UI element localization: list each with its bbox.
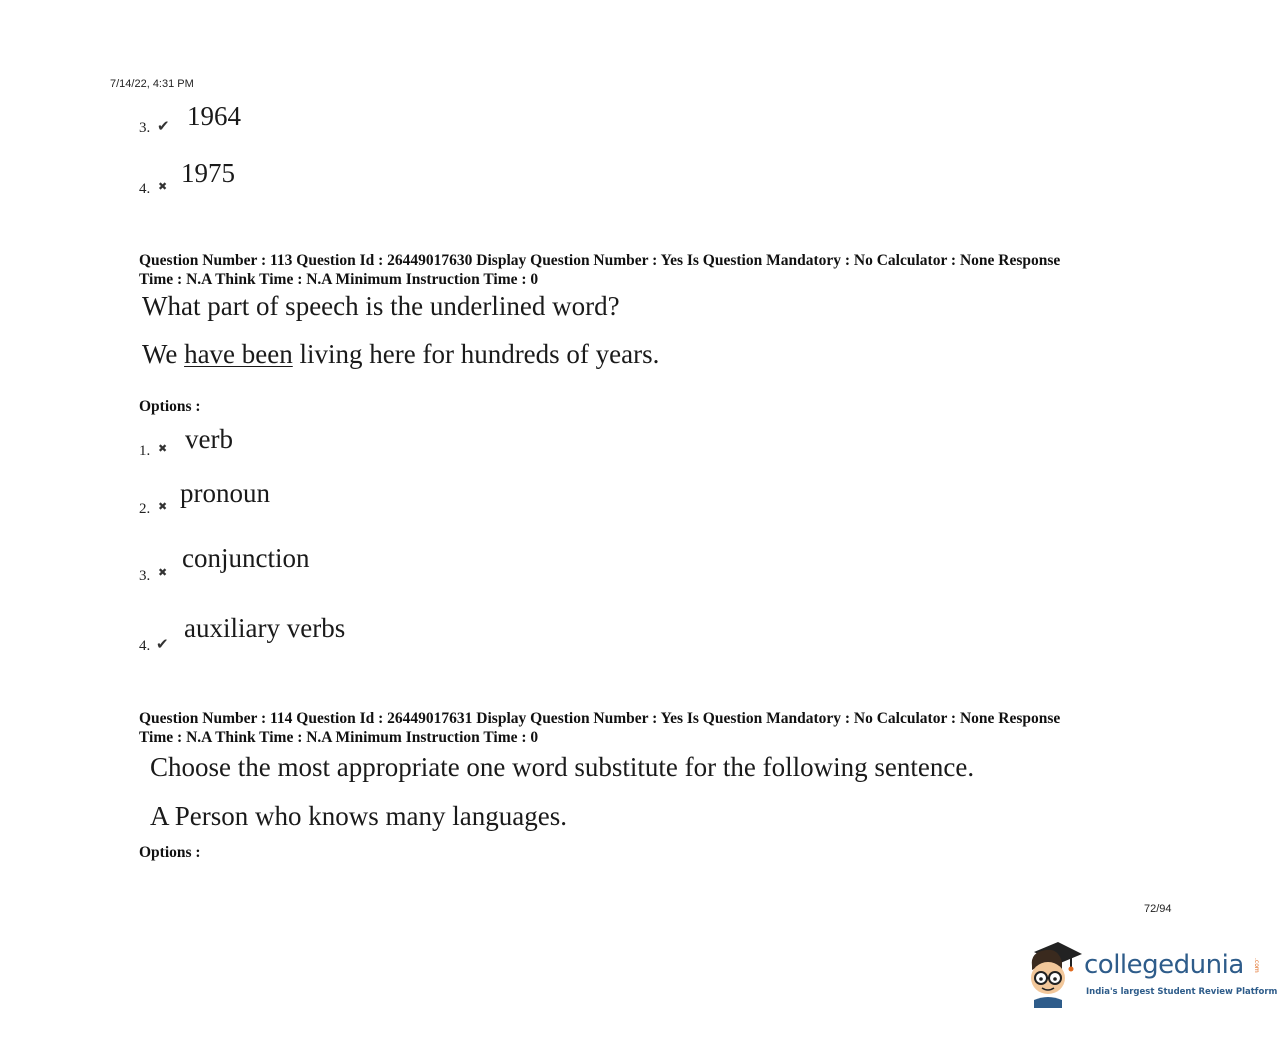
- option-text: 1975: [181, 158, 235, 188]
- mascot-icon: [1024, 940, 1086, 1010]
- option-number: 3.: [139, 568, 151, 584]
- underlined-word: have been: [184, 339, 293, 369]
- question-sentence: [142, 339, 659, 370]
- print-timestamp: 7/14/22, 4:31 PM: [110, 78, 194, 90]
- check-icon: ✔: [156, 635, 169, 653]
- options-label: Options :: [139, 398, 201, 415]
- question-meta-line: Time : N.A Think Time : N.A Minimum Instruction Time : 0: [139, 271, 539, 288]
- question-text: What part of speech is the underlined word?: [142, 291, 620, 321]
- option-text: verb: [185, 424, 233, 454]
- collegedunia-logo: [1024, 940, 1278, 1010]
- page-number: 72/94: [1144, 903, 1172, 915]
- option-number: 4.: [139, 638, 151, 654]
- option-text: 1964: [187, 101, 241, 131]
- option-number: 3.: [139, 120, 151, 136]
- cross-icon: ✖: [158, 566, 168, 579]
- question-meta-line: Question Number : 114 Question Id : 26449017631 Display Question Number : Yes Is Question Mandatory : No Calculator : None Response: [139, 710, 1061, 727]
- question-text: Choose the most appropriate one word substitute for the following sentence.: [150, 752, 975, 782]
- logo-domain-suffix: .com: [1253, 958, 1260, 973]
- option-text: conjunction: [182, 543, 310, 573]
- option-number: 2.: [139, 501, 151, 517]
- cross-icon: ✖: [158, 500, 168, 513]
- option-text: auxiliary verbs: [184, 613, 346, 643]
- option-number: 4.: [139, 181, 151, 197]
- logo-wordmark: collegedunia: [1084, 950, 1244, 980]
- logo-tagline: India's largest Student Review Platform: [1086, 987, 1278, 997]
- sentence-part: We: [142, 339, 185, 369]
- sentence-part: living here for hundreds of years.: [292, 339, 660, 369]
- options-label: Options :: [139, 844, 201, 861]
- question-meta: [139, 251, 1159, 289]
- question-meta-line: Question Number : 113 Question Id : 26449017630 Display Question Number : Yes Is Question Mandatory : No Calculator : None Response: [139, 252, 1061, 269]
- option-text: pronoun: [180, 478, 270, 508]
- question-sentence: A Person who knows many languages.: [150, 801, 567, 831]
- cross-icon: ✖: [158, 442, 168, 455]
- question-meta-line: Time : N.A Think Time : N.A Minimum Instruction Time : 0: [139, 729, 539, 746]
- option-number: 1.: [139, 443, 151, 459]
- question-meta: [139, 709, 1159, 747]
- cross-icon: ✖: [158, 180, 168, 193]
- check-icon: ✔: [157, 117, 170, 135]
